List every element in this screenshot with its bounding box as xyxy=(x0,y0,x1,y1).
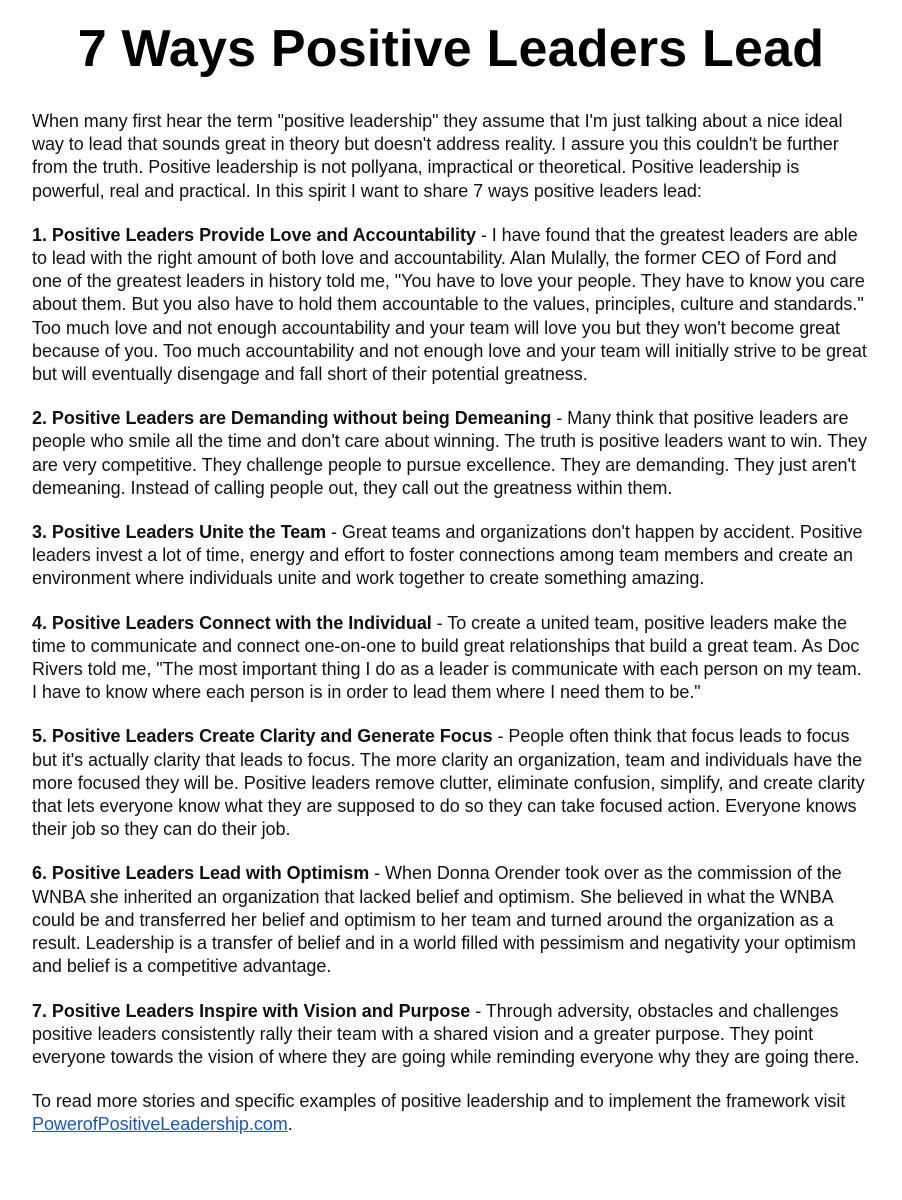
way-heading: 4. Positive Leaders Connect with the Individual xyxy=(32,612,432,633)
closing-period: . xyxy=(287,1114,293,1135)
way-body: - I have found that the greatest leaders are able to lead with the right amount of both love and accountability. Alan Mulally, the former CEO of Ford and one of the greatest leaders in history told me, "You have to love your people. They have to know you care about them. But you also have to hold them accountable to the values, principles, culture and standards." Too much love and not enough accountability and your team will love you but they won't become great because of you. Too much accountability and not enough love and your team will initially strive to be great but will eventually disengage and fall short of their potential greatness. xyxy=(32,224,867,385)
way-paragraph-2 xyxy=(32,407,870,500)
way-heading: 5. Positive Leaders Create Clarity and Generate Focus xyxy=(32,726,493,747)
way-heading: 7. Positive Leaders Inspire with Vision and Purpose xyxy=(32,1000,471,1021)
way-heading: 3. Positive Leaders Unite the Team xyxy=(32,522,327,543)
way-heading: 6. Positive Leaders Lead with Optimism xyxy=(32,863,370,884)
way-body: - To create a united team, positive leaders make the time to communicate and connect one-on-one to build great relationships that build a great team. As Doc Rivers told me, "The most important thing I do as a leader is communicate with each person on my team. I have to know where each person is in order to lead them where I need them to be." xyxy=(32,612,862,703)
website-link[interactable]: PowerofPositiveLeadership.com xyxy=(32,1114,288,1135)
document-title: 7 Ways Positive Leaders Lead xyxy=(77,20,825,78)
way-body: - Through adversity, obstacles and challenges positive leaders consistently rally their team with a shared vision and a greater purpose. They point everyone towards the vision of where they are going while reminding everyone why they are going there. xyxy=(32,1000,860,1067)
way-paragraph-5 xyxy=(32,725,870,841)
way-body: - Great teams and organizations don't happen by accident. Positive leaders invest a lot of time, energy and effort to foster connections among team members and create an environment where individuals unite and work together to create something amazing. xyxy=(32,522,863,589)
way-body: - Many think that positive leaders are people who smile all the time and don't care about winning. The truth is positive leaders want to win. They are very competitive. They challenge people to pursue excellence. They are demanding. They just aren't demeaning. Instead of calling people out, they call out the greatness within them. xyxy=(32,408,867,498)
way-paragraph-7 xyxy=(32,1000,870,1070)
intro-paragraph: When many first hear the term "positive leadership" they assume that I'm just talking about a nice ideal way to lead that sounds great in theory but doesn't address reality. I assure you this couldn't be further from the truth. Positive leadership is not pollyana, impractical or theoretical. Positive leadership is powerful, real and practical. In this spirit I want to share 7 ways positive leaders lead: xyxy=(32,111,843,201)
document-body xyxy=(32,110,870,1137)
way-paragraph-4 xyxy=(32,612,870,705)
way-paragraph-6 xyxy=(32,862,870,978)
closing-paragraph xyxy=(32,1090,870,1136)
way-heading: 2. Positive Leaders are Demanding without being Demeaning xyxy=(32,408,552,429)
way-body: - When Donna Orender took over as the commission of the WNBA she inherited an organization that lacked belief and optimism. She believed in what the WNBA could be and transferred her belief and optimism to her team and turned around the organization as a result. Leadership is a transfer of belief and in a world filled with pessimism and negativity your optimism and belief is a competitive advantage. xyxy=(32,863,856,977)
closing-text: To read more stories and specific examples of positive leadership and to implement the framework visit xyxy=(32,1091,846,1112)
way-paragraph-1 xyxy=(32,224,870,386)
way-body: - People often think that focus leads to focus but it's actually clarity that leads to focus. The more clarity an organization, team and individuals have the more focused they will be. Positive leaders remove clutter, eliminate confusion, simplify, and create clarity that lets everyone know what they are supposed to do so they can take focused action. Everyone knows their job so they can do their job. xyxy=(32,726,865,840)
way-paragraph-3 xyxy=(32,521,870,591)
way-heading: 1. Positive Leaders Provide Love and Accountability xyxy=(32,224,476,245)
